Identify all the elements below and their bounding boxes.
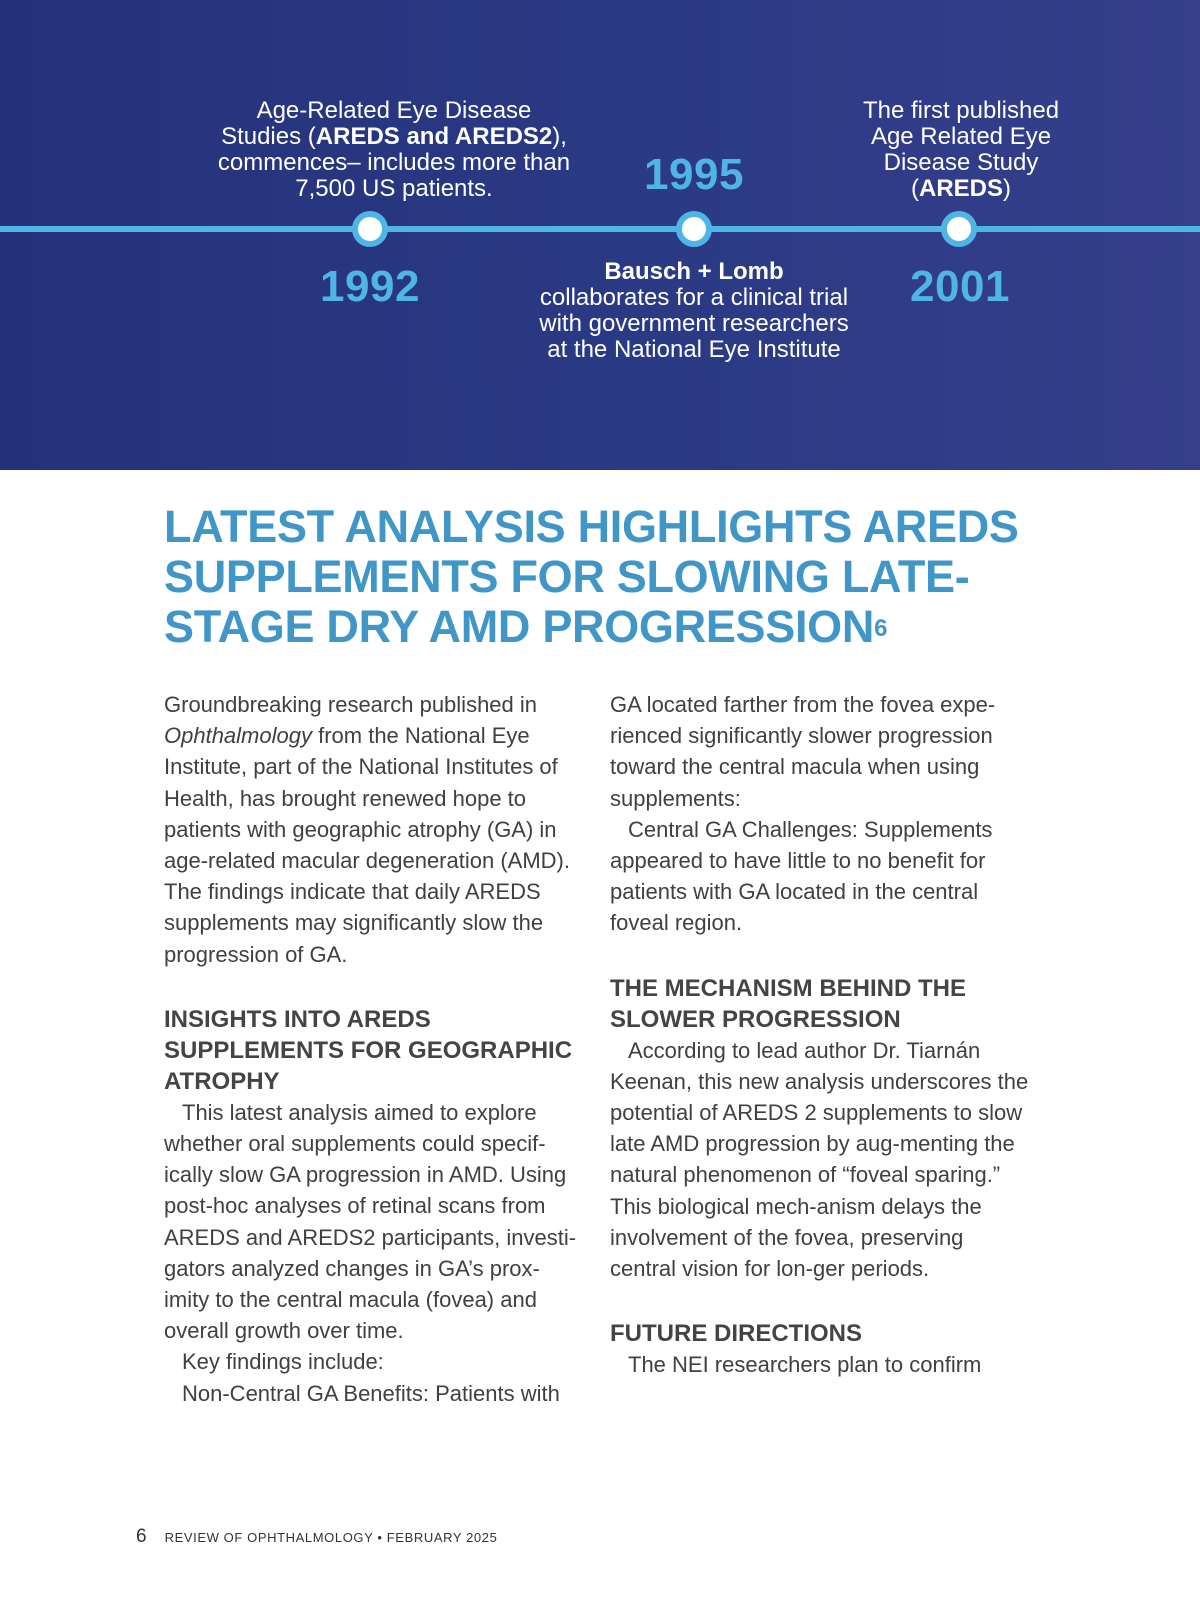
article-column-right bbox=[610, 689, 1030, 1380]
timeline-line bbox=[0, 226, 1200, 232]
timeline-year-1995: 1995 bbox=[644, 150, 744, 199]
key-findings-label: Key findings include: bbox=[182, 1349, 384, 1375]
non-central-finding: Non-Central GA Benefits: Patients with bbox=[182, 1380, 560, 1406]
timeline-dot-2001 bbox=[941, 211, 977, 247]
section-mechanism-paragraph: According to lead author Dr. Tiarnán Keenan, this new analysis underscores the potential of AREDS 2 supplements to slow late AMD progression by aug-menting the natural phenomenon of “foveal sparing.” This biological mech-anism delays the involvement of the fovea, preserving central vision for lon-ger periods. bbox=[610, 1037, 1029, 1282]
issue-date: FEBRUARY 2025 bbox=[386, 1530, 498, 1545]
timeline-year-2001: 2001 bbox=[910, 262, 1010, 311]
central-finding: Central GA Challenges: Supplements appeared to have little to no benefit for patients with GA located in the central foveal region. bbox=[610, 816, 993, 936]
timeline-banner bbox=[0, 0, 1200, 470]
section-heading-insights: INSIGHTS INTO AREDS SUPPLEMENTS FOR GEOGRAPHIC ATROPHY bbox=[164, 1005, 573, 1095]
timeline-event-1995-text: Bausch + Lomb collaborates for a clinical trial with government researchers at the National Eye Institute bbox=[539, 258, 849, 363]
publication-name: REVIEW OF OPHTHALMOLOGY bbox=[164, 1530, 374, 1545]
section-insights-paragraph: This latest analysis aimed to explore whether oral supplements could specif-ically slow GA progression in AMD. Using post-hoc analyses of retinal scans from AREDS and AREDS2 participants, investi-gators analyzed changes in GA’s prox-imity to the central macula (fovea) and overall growth over time. bbox=[164, 1099, 577, 1344]
intro-paragraph: Groundbreaking research published in Ophthalmology from the National Eye Institute, part of the National Institutes of Health, has brought renewed hope to patients with geographic atrophy (GA) in age-related macular degeneration (AMD). The findings indicate that daily AREDS supplements may significantly slow the progression of GA. bbox=[164, 692, 570, 967]
section-heading-mechanism: THE MECHANISM BEHIND THE SLOWER PROGRESSION bbox=[610, 974, 967, 1033]
timeline-year-1992: 1992 bbox=[320, 262, 420, 311]
timeline-dot-1995 bbox=[676, 211, 712, 247]
page-number: 6 bbox=[136, 1526, 147, 1547]
page-footer bbox=[136, 1526, 497, 1548]
timeline-event-1992-text: Age-Related Eye Disease Studies (AREDS and AREDS2), commences– includes more than 7,500 US patients. bbox=[217, 97, 571, 202]
footer-separator: • bbox=[377, 1530, 383, 1545]
article-headline: LATEST ANALYSIS HIGHLIGHTS AREDS SUPPLEMENTS FOR SLOWING LATE-STAGE DRY AMD PROGRESSION$^6$ bbox=[164, 501, 1019, 652]
section-future-paragraph: The NEI researchers plan to confirm bbox=[628, 1352, 982, 1378]
article-column-left bbox=[164, 689, 584, 1409]
timeline-event-2001-text: The first published Age Related Eye Disease Study (AREDS) bbox=[862, 97, 1060, 202]
headline-reference: 6 bbox=[874, 615, 888, 642]
timeline-dot-1992 bbox=[352, 211, 388, 247]
non-central-finding-continued: GA located farther from the fovea expe-rienced significantly slower progression toward the central macula when using supplements: bbox=[610, 692, 996, 811]
section-heading-future: FUTURE DIRECTIONS bbox=[610, 1320, 862, 1348]
